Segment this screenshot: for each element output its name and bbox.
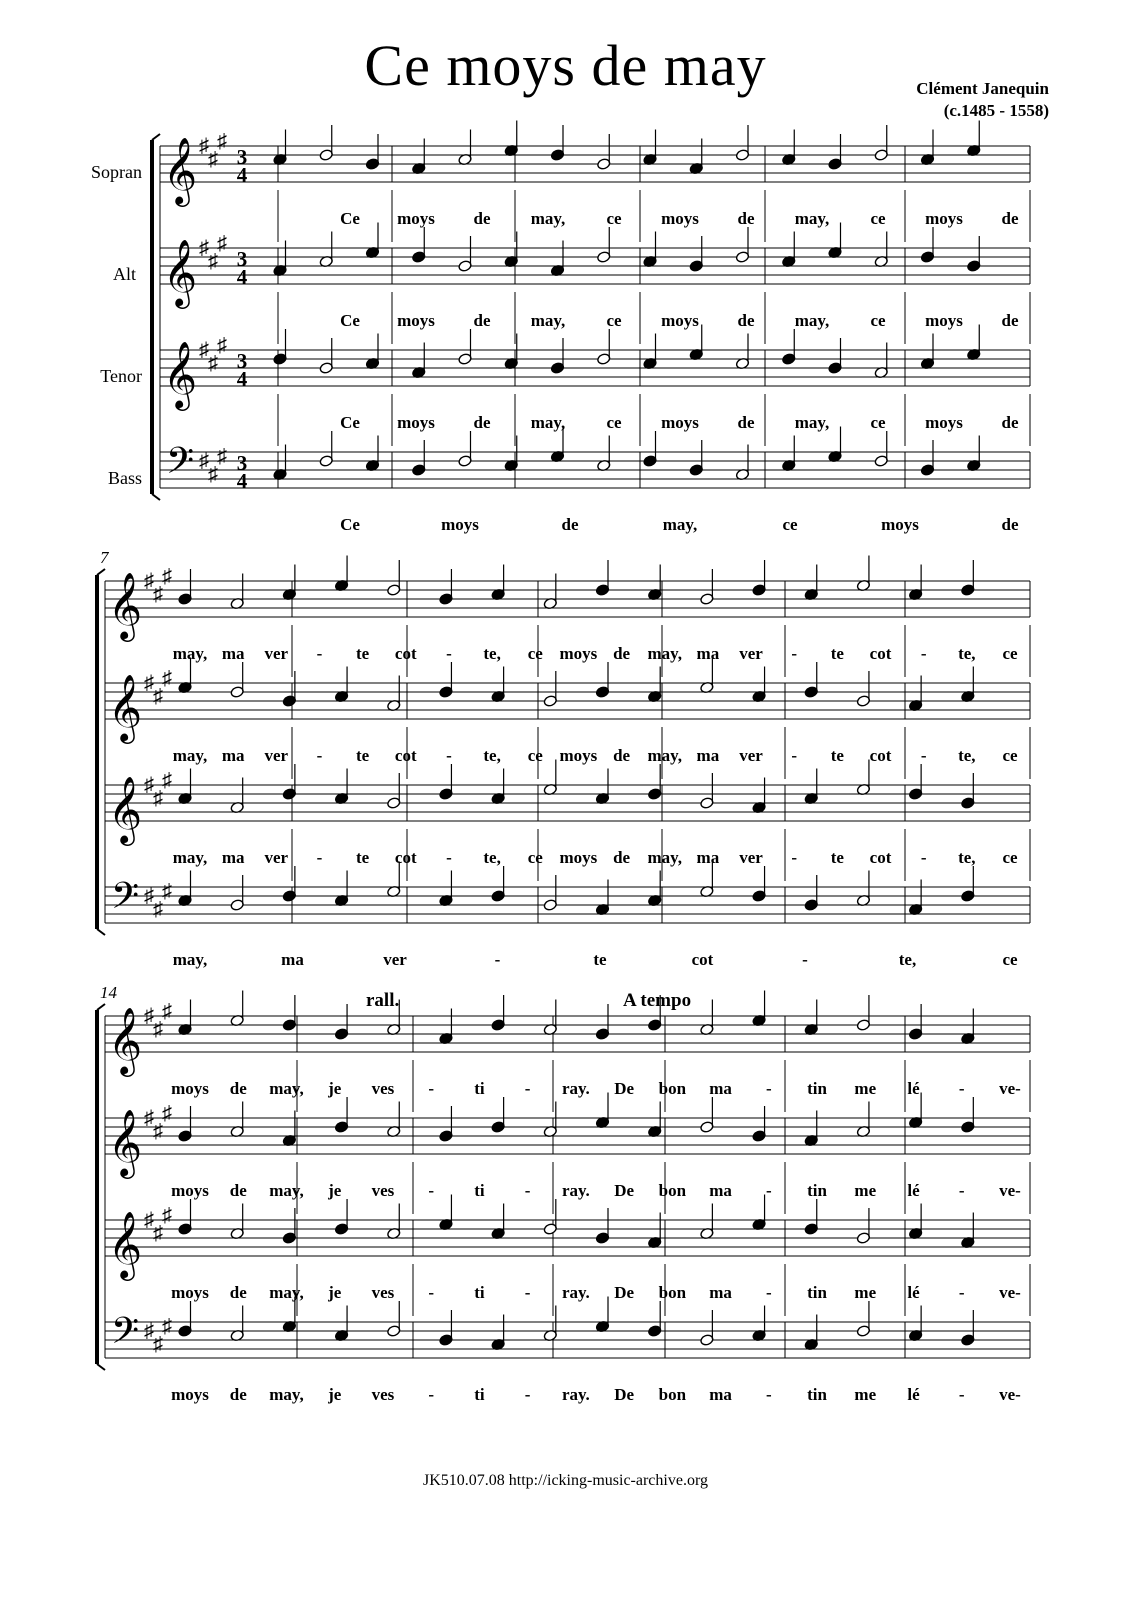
lyric-syllable: cot	[394, 848, 417, 867]
treble-clef-icon: 𝄞	[107, 1008, 143, 1073]
sharp-icon: ♯	[144, 1107, 154, 1129]
lyric-syllable: moys	[559, 644, 598, 663]
treble-clef-icon: 𝄞	[107, 573, 143, 638]
lyric-syllable: de	[473, 311, 491, 330]
bass-clef-icon: 𝄢	[165, 441, 195, 490]
lyric-syllable: bon	[658, 1283, 687, 1302]
lyric-syllable: ce	[527, 848, 543, 867]
lyric-syllable: ce	[870, 413, 886, 432]
sharp-icon: ♯	[153, 1120, 163, 1143]
lyric-syllable: may,	[269, 1283, 304, 1302]
bracket-hook	[152, 134, 160, 140]
lyric-syllable: lé	[907, 1283, 920, 1302]
treble-clef-icon: 𝄞	[107, 777, 143, 842]
bracket-hook	[97, 929, 105, 935]
lyric-syllable: je	[328, 1181, 342, 1200]
sharp-icon: ♯	[153, 1018, 163, 1041]
lyric-syllable: ti	[474, 1079, 485, 1098]
lyric-syllable: ve-	[999, 1079, 1021, 1098]
lyric-syllable: bon	[658, 1079, 687, 1098]
lyric-syllable: -	[524, 1079, 531, 1098]
lyric-syllable: -	[446, 644, 452, 663]
sharp-icon: ♯	[162, 1000, 172, 1023]
lyric-syllable: may,	[794, 311, 830, 330]
sharp-icon: ♯	[199, 135, 209, 157]
lyric-syllable: moys	[559, 848, 598, 867]
sharp-icon: ♯	[162, 769, 172, 792]
lyric-syllable: ce	[527, 746, 543, 765]
treble-clef-icon: 𝄞	[107, 675, 143, 740]
lyric-syllable: may,	[269, 1079, 304, 1098]
lyric-syllable: -	[524, 1181, 531, 1200]
lyric-syllable: cot	[869, 848, 892, 867]
lyric-syllable: may,	[662, 515, 698, 534]
sharp-icon: ♯	[144, 1209, 154, 1231]
sharp-icon: ♯	[208, 352, 218, 375]
time-signature-bottom: 4	[236, 469, 248, 493]
lyric-syllable: may,	[172, 950, 208, 969]
lyric-syllable: -	[524, 1283, 531, 1302]
sharp-icon: ♯	[208, 148, 218, 171]
lyric-syllable: moys	[171, 1283, 209, 1302]
lyric-syllable: ma	[221, 644, 245, 663]
lyric-syllable: ver	[264, 848, 289, 867]
lyric-syllable: -	[920, 848, 927, 867]
sharp-icon: ♯	[199, 450, 209, 472]
lyric-syllable: tin	[807, 1181, 827, 1200]
rall-marking: rall.	[366, 990, 400, 1011]
lyric-syllable: -	[765, 1181, 772, 1200]
sharp-icon: ♯	[153, 898, 163, 921]
lyric-syllable: may,	[269, 1385, 304, 1404]
lyric-syllable: te,	[958, 848, 976, 867]
lyric-syllable: moys	[397, 413, 435, 432]
lyric-syllable: te	[356, 848, 370, 867]
part-label-sopran: Sopran	[91, 162, 142, 182]
sharp-icon: ♯	[199, 237, 209, 259]
lyric-syllable: ma	[221, 746, 245, 765]
lyric-syllable: -	[428, 1283, 435, 1302]
part-label-bass: Bass	[107, 468, 142, 488]
lyric-syllable: ti	[474, 1283, 485, 1302]
lyric-syllable: moys	[925, 311, 963, 330]
sharp-icon: ♯	[153, 583, 163, 606]
bracket-hook	[97, 1364, 105, 1370]
lyric-syllable: je	[328, 1283, 342, 1302]
lyric-syllable: -	[494, 950, 501, 969]
lyric-syllable: -	[958, 1181, 965, 1200]
lyric-syllable: me	[854, 1181, 877, 1200]
lyric-syllable: tin	[807, 1385, 827, 1404]
sharp-icon: ♯	[162, 565, 172, 588]
lyric-syllable: moys	[661, 311, 699, 330]
time-signature-bottom: 4	[236, 265, 248, 289]
sharp-icon: ♯	[144, 1005, 154, 1027]
lyric-syllable: ti	[474, 1181, 485, 1200]
lyric-syllable: de	[613, 644, 631, 663]
lyric-syllable: ver	[383, 950, 407, 969]
lyric-syllable: ma	[709, 1385, 732, 1404]
lyric-syllable: ver	[739, 644, 763, 663]
footer-source: JK510.07.08 http://icking-music-archive.org	[423, 1472, 708, 1489]
lyric-syllable: -	[765, 1079, 772, 1098]
lyric-syllable: Ce	[340, 311, 360, 330]
lyric-syllable: De	[614, 1283, 635, 1302]
lyric-syllable: de	[737, 209, 755, 228]
lyric-syllable: -	[765, 1385, 772, 1404]
lyric-syllable: ray.	[561, 1079, 590, 1098]
bracket-hook	[152, 494, 160, 500]
lyric-syllable: moys	[397, 209, 435, 228]
lyric-syllable: te	[356, 746, 370, 765]
lyric-syllable: -	[428, 1079, 435, 1098]
lyric-syllable: moys	[397, 311, 435, 330]
lyric-syllable: may,	[647, 746, 682, 765]
lyric-syllable: tin	[807, 1283, 827, 1302]
lyric-syllable: ma	[221, 848, 245, 867]
lyric-syllable: moys	[661, 413, 699, 432]
part-label-tenor: Tenor	[100, 366, 142, 386]
composer-dates: (c.1485 - 1558)	[943, 101, 1049, 120]
sharp-icon: ♯	[144, 672, 154, 694]
lyric-syllable: ce	[606, 209, 622, 228]
lyric-syllable: may,	[794, 209, 830, 228]
sharp-icon: ♯	[162, 1204, 172, 1227]
lyric-syllable: -	[958, 1385, 965, 1404]
lyric-syllable: ma	[696, 644, 720, 663]
lyric-syllable: ve-	[999, 1181, 1021, 1200]
lyric-syllable: may,	[794, 413, 830, 432]
lyric-syllable: te	[830, 644, 844, 663]
lyric-syllable: ma	[709, 1283, 732, 1302]
lyric-syllable: ce	[606, 413, 622, 432]
lyric-syllable: ve-	[999, 1385, 1021, 1404]
sharp-icon: ♯	[217, 334, 227, 357]
sharp-icon: ♯	[208, 250, 218, 273]
lyric-syllable: De	[614, 1181, 635, 1200]
lyric-syllable: -	[920, 746, 927, 765]
lyric-syllable: Ce	[340, 209, 360, 228]
sharp-icon: ♯	[144, 570, 154, 592]
lyric-syllable: -	[765, 1283, 772, 1302]
lyric-syllable: -	[316, 644, 323, 663]
lyric-syllable: ti	[474, 1385, 485, 1404]
lyric-syllable: may,	[647, 848, 682, 867]
lyric-syllable: de	[1001, 311, 1019, 330]
lyric-syllable: -	[791, 746, 798, 765]
lyric-syllable: te	[830, 848, 844, 867]
time-signature-top: 3	[236, 247, 248, 271]
lyric-syllable: te,	[958, 746, 976, 765]
sharp-icon: ♯	[153, 685, 163, 708]
lyric-syllable: te	[830, 746, 844, 765]
lyric-syllable: de	[561, 515, 579, 534]
treble-clef-icon: 𝄞	[107, 1212, 143, 1277]
lyric-syllable: te,	[483, 644, 501, 663]
sharp-icon: ♯	[199, 339, 209, 361]
lyric-syllable: may,	[647, 644, 682, 663]
lyric-syllable: moys	[441, 515, 479, 534]
lyric-syllable: de	[1001, 209, 1019, 228]
lyric-syllable: de	[613, 746, 631, 765]
sharp-icon: ♯	[144, 774, 154, 796]
lyric-syllable: moys	[559, 746, 598, 765]
lyric-syllable: lé	[907, 1079, 920, 1098]
bracket-hook	[97, 1004, 105, 1010]
lyric-syllable: ver	[264, 746, 289, 765]
lyric-syllable: may,	[530, 311, 566, 330]
lyric-syllable: de	[229, 1283, 247, 1302]
lyric-syllable: may,	[530, 413, 566, 432]
lyric-syllable: may,	[269, 1181, 304, 1200]
staff-tenor	[160, 335, 1030, 447]
lyric-syllable: De	[614, 1385, 635, 1404]
lyric-syllable: ma	[696, 848, 720, 867]
sharp-icon: ♯	[162, 1315, 172, 1338]
staff-bass	[105, 876, 1030, 925]
lyric-syllable: de	[737, 413, 755, 432]
system-measure-number-14: 14	[100, 983, 117, 1002]
lyric-syllable: ce	[782, 515, 798, 534]
lyric-syllable: -	[428, 1181, 435, 1200]
lyric-syllable: ce	[1002, 644, 1018, 663]
lyric-syllable: te,	[483, 848, 501, 867]
lyric-syllable: Ce	[340, 515, 360, 534]
lyric-syllable: ves	[371, 1385, 395, 1404]
lyric-syllable: may,	[172, 746, 208, 765]
lyric-syllable: de	[473, 413, 491, 432]
lyric-syllable: tin	[807, 1079, 827, 1098]
sharp-icon: ♯	[144, 1320, 154, 1342]
lyric-syllable: ce	[1002, 848, 1018, 867]
lyric-syllable: ma	[709, 1079, 732, 1098]
lyric-syllable: -	[958, 1079, 965, 1098]
sharp-icon: ♯	[162, 667, 172, 690]
lyric-syllable: de	[737, 311, 755, 330]
time-signature-bottom: 4	[236, 367, 248, 391]
lyric-syllable: -	[958, 1283, 965, 1302]
lyric-syllable: ce	[870, 209, 886, 228]
lyric-syllable: te,	[483, 746, 501, 765]
lyric-syllable: bon	[658, 1181, 687, 1200]
lyric-syllable: lé	[907, 1181, 920, 1200]
lyric-syllable: ma	[281, 950, 304, 969]
lyric-syllable: ray.	[561, 1181, 590, 1200]
lyric-syllable: ver	[739, 848, 763, 867]
time-signature-top: 3	[236, 451, 248, 475]
lyric-syllable: de	[1001, 413, 1019, 432]
lyric-syllable: may,	[530, 209, 566, 228]
lyric-syllable: te,	[898, 950, 917, 969]
lyric-syllable: ve-	[999, 1283, 1021, 1302]
lyric-syllable: De	[614, 1079, 635, 1098]
staff-bass	[160, 441, 1030, 493]
part-label-alt: Alt	[112, 264, 136, 284]
lyric-syllable: de	[1001, 515, 1019, 534]
lyric-syllable: de	[229, 1079, 247, 1098]
lyric-syllable: -	[524, 1385, 531, 1404]
lyric-syllable: cot	[394, 746, 417, 765]
lyric-syllable: ray.	[561, 1283, 590, 1302]
lyric-syllable: te,	[958, 644, 976, 663]
bracket-hook	[97, 569, 105, 575]
lyric-syllable: -	[802, 950, 808, 969]
sharp-icon: ♯	[162, 880, 172, 903]
lyric-syllable: -	[791, 644, 798, 663]
lyric-syllable: ce	[1002, 950, 1018, 969]
lyric-syllable: te	[356, 644, 370, 663]
lyric-syllable: moys	[925, 209, 963, 228]
lyric-syllable: -	[428, 1385, 435, 1404]
lyric-syllable: de	[229, 1181, 247, 1200]
lyric-syllable: moys	[171, 1181, 209, 1200]
system-measure-number-7: 7	[100, 548, 109, 567]
lyric-syllable: cot	[869, 746, 892, 765]
lyric-syllable: ce	[606, 311, 622, 330]
lyric-syllable: -	[446, 746, 452, 765]
treble-clef-icon: 𝄞	[162, 342, 198, 407]
lyric-syllable: moys	[925, 413, 963, 432]
treble-clef-icon: 𝄞	[107, 1110, 143, 1175]
staff-sopran	[160, 131, 1030, 243]
lyric-syllable: ce	[527, 644, 543, 663]
lyric-syllable: de	[229, 1385, 247, 1404]
lyric-syllable: de	[613, 848, 631, 867]
lyric-syllable: ves	[371, 1079, 395, 1098]
sharp-icon: ♯	[144, 885, 154, 907]
sharp-icon: ♯	[153, 787, 163, 810]
lyric-syllable: cot	[394, 644, 417, 663]
time-signature-top: 3	[236, 349, 248, 373]
composer-name: Clément Janequin	[916, 79, 1049, 98]
lyric-syllable: ma	[696, 746, 720, 765]
bass-clef-icon: 𝄢	[110, 876, 140, 925]
lyric-syllable: ray.	[561, 1385, 590, 1404]
lyric-syllable: may,	[172, 848, 208, 867]
a-tempo-marking: A tempo	[623, 990, 692, 1011]
sharp-icon: ♯	[217, 130, 227, 153]
lyric-syllable: may,	[172, 644, 208, 663]
sharp-icon: ♯	[153, 1222, 163, 1245]
lyric-syllable: ver	[264, 644, 289, 663]
lyric-syllable: moys	[171, 1385, 209, 1404]
lyric-syllable: ce	[870, 311, 886, 330]
sharp-icon: ♯	[208, 463, 218, 486]
lyric-syllable: lé	[907, 1385, 920, 1404]
lyric-syllable: me	[854, 1079, 877, 1098]
lyric-syllable: ves	[371, 1283, 395, 1302]
lyric-syllable: te	[593, 950, 607, 969]
lyric-syllable: ce	[1002, 746, 1018, 765]
staff-bass	[105, 1311, 1030, 1360]
lyric-syllable: -	[446, 848, 452, 867]
piece-title: Ce moys de may	[364, 33, 767, 98]
sharp-icon: ♯	[217, 445, 227, 468]
lyric-syllable: -	[316, 746, 323, 765]
time-signature-top: 3	[236, 145, 248, 169]
lyric-syllable: je	[328, 1385, 342, 1404]
system-1	[152, 121, 1030, 501]
sharp-icon: ♯	[217, 232, 227, 255]
lyric-syllable: de	[473, 209, 491, 228]
lyric-syllable: -	[791, 848, 798, 867]
lyric-syllable: bon	[658, 1385, 687, 1404]
lyric-syllable: ver	[739, 746, 763, 765]
sharp-icon: ♯	[153, 1333, 163, 1356]
lyric-syllable: je	[328, 1079, 342, 1098]
lyric-syllable: -	[920, 644, 927, 663]
lyric-syllable: cot	[869, 644, 892, 663]
lyric-syllable: ves	[371, 1181, 395, 1200]
lyric-syllable: Ce	[340, 413, 360, 432]
lyric-syllable: moys	[881, 515, 919, 534]
lyric-syllable: me	[854, 1385, 877, 1404]
lyric-syllable: me	[854, 1283, 877, 1302]
staff-alt	[160, 233, 1030, 345]
lyric-syllable: ma	[709, 1181, 732, 1200]
treble-clef-icon: 𝄞	[162, 240, 198, 305]
time-signature-bottom: 4	[236, 163, 248, 187]
lyric-syllable: moys	[171, 1079, 209, 1098]
lyric-syllable: moys	[661, 209, 699, 228]
lyric-syllable: -	[316, 848, 323, 867]
bass-clef-icon: 𝄢	[110, 1311, 140, 1360]
sharp-icon: ♯	[162, 1102, 172, 1125]
treble-clef-icon: 𝄞	[162, 138, 198, 203]
lyric-syllable: cot	[691, 950, 714, 969]
